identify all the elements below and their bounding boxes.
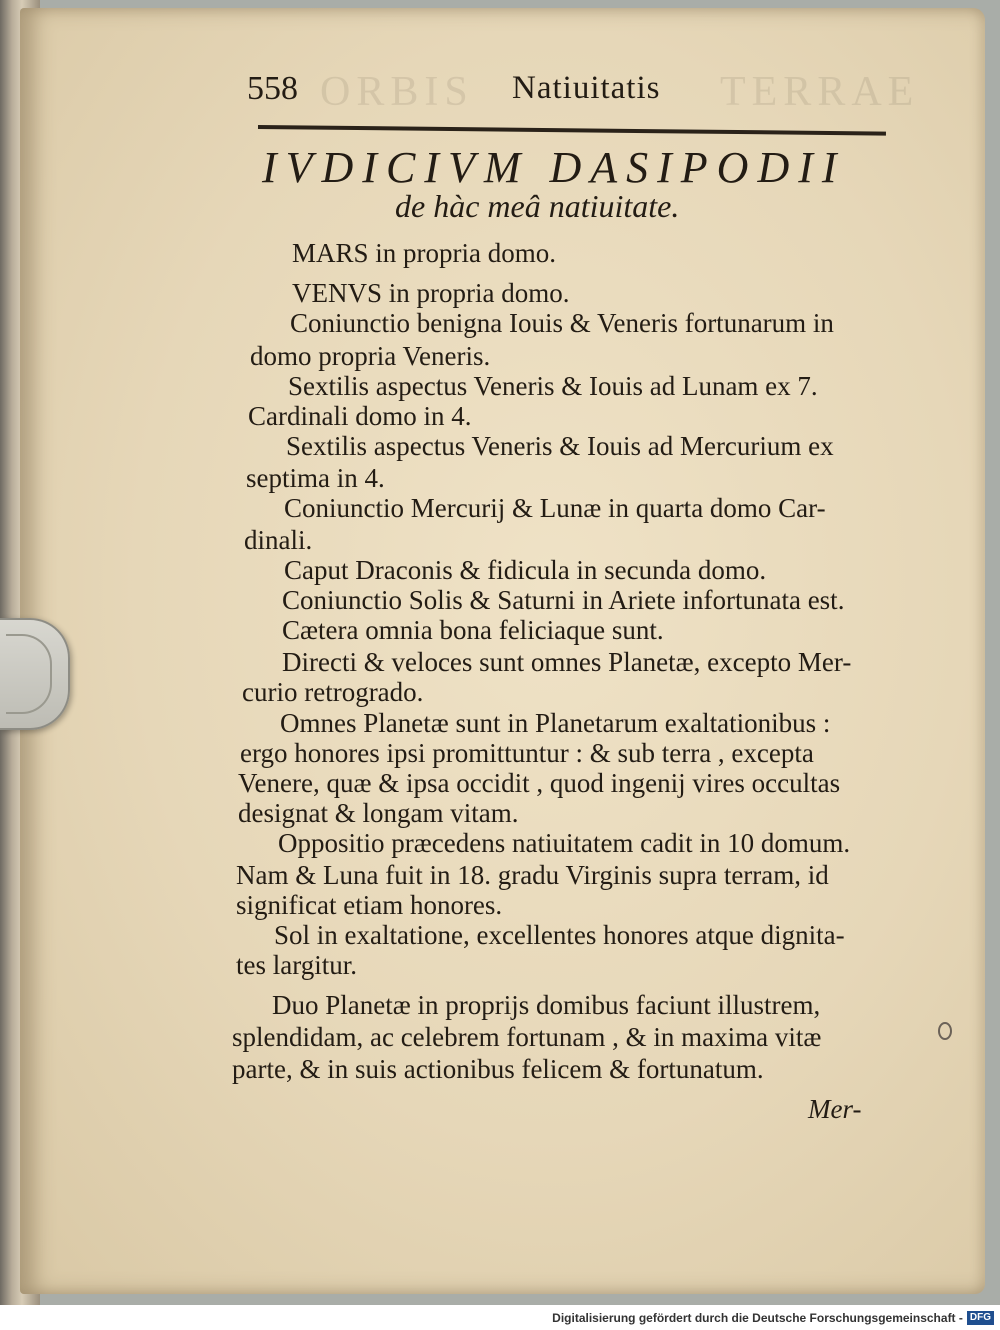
text-line: Nam & Luna fuit in 18. gradu Virginis supra terram, id	[236, 860, 829, 890]
text-line: septima in 4.	[246, 463, 385, 493]
text-line: tes largitur.	[236, 950, 357, 980]
text-line: Sextilis aspectus Veneris & Iouis ad Lunam ex 7.	[288, 371, 818, 401]
running-head: Natiuitatis	[512, 70, 661, 106]
text-line: MARS in propria domo.	[292, 238, 557, 268]
digitization-credit	[0, 1305, 1000, 1330]
text-line: dinali.	[244, 525, 313, 555]
text-line: Coniunctio Mercurij & Lunæ in quarta domo Car-	[284, 493, 826, 523]
text-line: curio retrogrado.	[242, 677, 424, 707]
show-through-text: ORBIS	[320, 69, 474, 115]
text-line: Cardinali domo in 4.	[248, 401, 472, 431]
show-through-text: TERRAE	[720, 69, 920, 115]
text-line: VENVS in propria domo.	[292, 278, 570, 308]
catchword: Mer-	[808, 1094, 862, 1124]
text-line: Duo Planetæ in proprijs domibus faciunt illustrem,	[272, 990, 821, 1020]
section-title: IVDICIVM DASIPODII	[262, 143, 846, 192]
page-number: 558	[247, 70, 298, 107]
text-line: parte, & in suis actionibus felicem & fortunatum.	[232, 1054, 764, 1084]
text-line: domo propria Veneris.	[250, 341, 491, 371]
ring-mark	[938, 1022, 952, 1040]
text-line: Cætera omnia bona feliciaque sunt.	[282, 615, 664, 645]
text-line: Sol in exaltatione, excellentes honores atque dignita-	[274, 920, 845, 950]
text-line: Directi & veloces sunt omnes Planetæ, excepto Mer-	[282, 647, 852, 677]
text-line: designat & longam vitam.	[238, 798, 519, 828]
text-line: Venere, quæ & ipsa occidit , quod ingenij vires occultas	[238, 768, 841, 798]
text-line: Coniunctio Solis & Saturni in Ariete infortunata est.	[282, 585, 845, 615]
text-line: Coniunctio benigna Iouis & Veneris fortunarum in	[290, 308, 834, 338]
text-line: ergo honores ipsi promittuntur : & sub terra , excepta	[240, 738, 814, 768]
text-line: significat etiam honores.	[236, 890, 503, 920]
page-clip	[0, 618, 70, 730]
section-subtitle: de hàc meâ natiuitate.	[395, 188, 680, 224]
text-line: splendidam, ac celebrem fortunam , & in maxima vitæ	[232, 1022, 822, 1052]
dfg-logo: DFG	[967, 1311, 994, 1325]
text-line: Oppositio præcedens natiuitatem cadit in 10 domum.	[278, 828, 851, 858]
text-line: Caput Draconis & fidicula in secunda domo.	[284, 555, 767, 585]
text-line: Omnes Planetæ sunt in Planetarum exaltationibus :	[280, 708, 831, 738]
text-line: Sextilis aspectus Veneris & Iouis ad Mercurium ex	[286, 431, 834, 461]
credit-text: Digitalisierung gefördert durch die Deutsche Forschungsgemeinschaft -	[552, 1310, 963, 1325]
